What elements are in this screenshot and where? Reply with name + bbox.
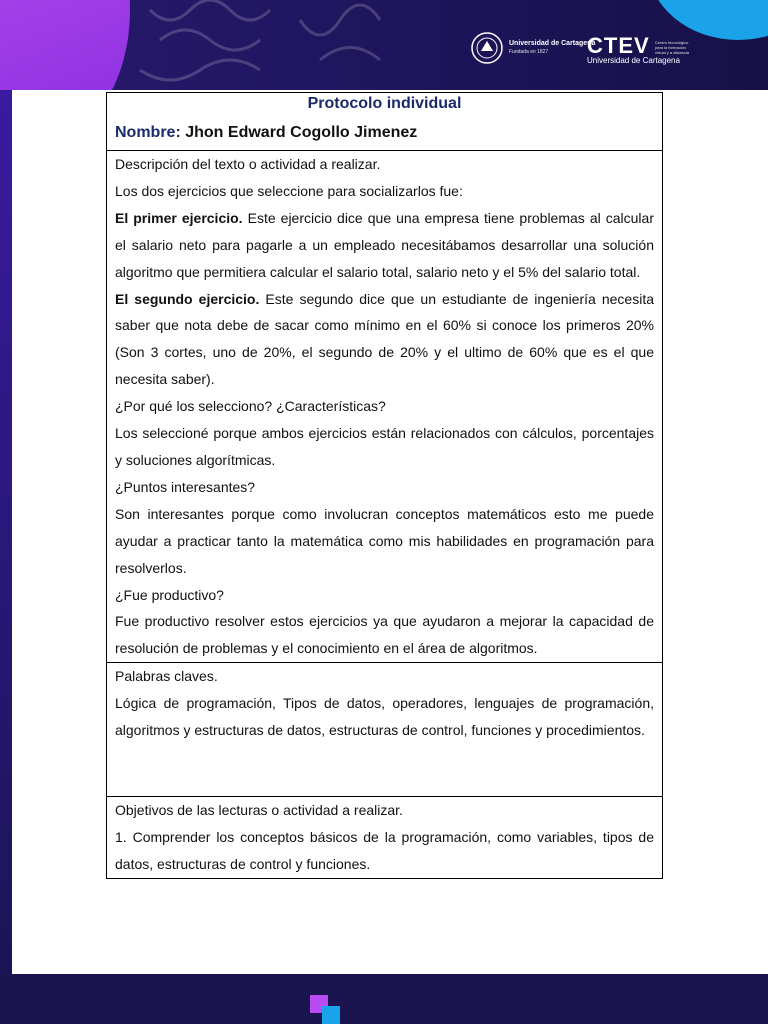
left-border-strip <box>0 90 12 974</box>
answer-two: Son interesantes porque como involucran conceptos matemáticos esto me puede ayudar a practicar tanto la matemática como mis habilidades en programación para resolverlos. <box>115 505 654 576</box>
keywords-cell <box>107 663 662 797</box>
header-cell <box>107 93 662 151</box>
name-value: Jhon Edward Cogollo Jimenez <box>185 124 418 141</box>
description-cell <box>107 151 662 663</box>
blue-square-decoration <box>322 1006 340 1024</box>
document-page <box>12 90 768 974</box>
footer-band <box>0 974 768 1024</box>
university-tagline: Fundada en 1827 <box>509 49 549 55</box>
ctev-tagline: Centro tecnológico para la formación virtual y a distancia <box>655 40 690 55</box>
ctev-logo <box>587 33 690 66</box>
university-logo <box>470 30 595 66</box>
university-seal-icon <box>470 31 504 65</box>
university-name: Universidad de Cartagena <box>509 40 596 47</box>
question-three: ¿Fue productivo? <box>115 586 224 603</box>
keywords-heading: Palabras claves. <box>115 668 218 685</box>
exercise-one-label: El primer ejercicio. <box>115 209 243 226</box>
exercise-two-label: El segundo ejercicio. <box>115 290 260 307</box>
document-title: Protocolo individual <box>307 95 462 112</box>
keywords-text: Lógica de programación, Tipos de datos, operadores, lenguajes de programación, algoritmos y estructuras de datos, estructuras de control, funciones y procedimientos. <box>115 695 654 739</box>
name-label: Nombre: <box>115 124 181 141</box>
header-banner <box>0 0 768 90</box>
question-two: ¿Puntos interesantes? <box>115 478 256 495</box>
objectives-text: 1. Comprender los conceptos básicos de la programación, como variables, tipos de datos, estructuras de control y funciones. <box>115 829 654 873</box>
answer-three: Fue productivo resolver estos ejercicios ya que ayudaron a mejorar la capacidad de resolución de problemas y el conocimiento en el área de algoritmos. <box>115 613 654 657</box>
student-name-row <box>115 114 654 150</box>
exercise-two <box>115 286 654 394</box>
ctev-subtitle: Universidad de Cartagena <box>587 56 680 65</box>
exercise-one <box>115 205 654 286</box>
description-intro: Los dos ejercicios que seleccione para socializarlos fue: <box>115 182 463 199</box>
ctev-logo-text: CTEV <box>587 33 650 58</box>
objectives-cell <box>107 797 662 878</box>
exercise-two-text: Este segundo dice que un estudiante de ingeniería necesita saber que nota debe de sacar como mínimo en el 60% si conoce los primeros 20% (Son 3 cortes, uno de 20%, el segundo de 20% y el ultimo de 60% que es el que necesita saber). <box>115 290 654 388</box>
objectives-heading: Objetivos de las lecturas o actividad a realizar. <box>115 802 403 819</box>
answer-one: Los seleccioné porque ambos ejercicios están relacionados con cálculos, porcentajes y soluciones algorítmicas. <box>115 425 654 468</box>
protocol-table <box>106 92 663 879</box>
question-one: ¿Por qué los selecciono? ¿Características? <box>115 398 386 415</box>
description-heading: Descripción del texto o actividad a realizar. <box>115 156 381 172</box>
exercise-one-text: Este ejercicio dice que una empresa tiene problemas al calcular el salario neto para pagarle a un empleado necesitábamos desarrollar una solución algoritmo que permitiera calcular el salario total, salario neto y el 5% del salario total. <box>115 209 654 280</box>
